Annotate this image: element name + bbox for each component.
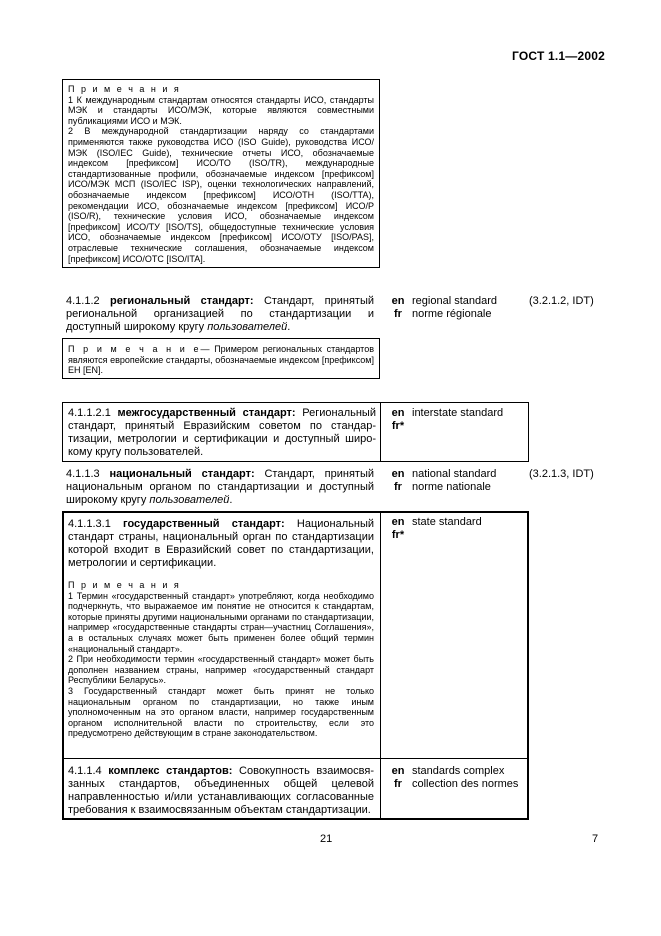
lang-code-en: en xyxy=(391,407,405,419)
term-number: 4.1.1.2 xyxy=(66,295,100,307)
document-header: ГОСТ 1.1—2002 xyxy=(512,49,605,63)
equivalent-en: interstate standard xyxy=(412,407,504,419)
notes-label: П р и м е ч а н и я xyxy=(68,84,181,94)
lang-code-en: en xyxy=(391,295,405,307)
notes-label: П р и м е ч а н и я xyxy=(68,580,181,590)
lang-code-fr: fr xyxy=(394,308,402,320)
term-name: региональный стандарт: xyxy=(110,295,254,307)
lang-code-en: en xyxy=(391,468,405,480)
term-number: 4.1.1.3.1 xyxy=(68,518,111,530)
equivalent-fr: collection des normes xyxy=(412,778,519,790)
term-name: комплекс стандартов: xyxy=(108,765,233,777)
term-definition: Стандарт, принятый национальным органом по стандартизации и доступный широкому кругу xyxy=(66,468,374,506)
term-number: 4.1.1.2.1 xyxy=(68,407,111,419)
term-entry-standards-complex xyxy=(68,765,374,817)
term-entry-regional xyxy=(66,295,374,334)
column-divider xyxy=(380,403,381,461)
equivalent-en: standards complex xyxy=(412,765,505,777)
term-definition: Региональный стандарт, принятый Евразийским советом по стандартизации, метрологии и сертификации и доступный широкому кругу пользователей. xyxy=(68,407,376,458)
equivalent-en: national standard xyxy=(412,468,497,480)
term-definition: Стандарт, принятый региональной организацией по стандартизации и доступный широкому кругу xyxy=(66,295,375,333)
note-item-2: 2 В международной стандартизации наряду со стандартами применяются также руководства ИСО (ISO Guide), руководства ИСО/МЭК (ISO/IEC Guide), технические отчеты ИСО, обозначаемые индексом [префиксом] ИСО/ТО (ISO/TR), международные стандартизованные профили, обозначаемые индексом [префиксом] ИСО/МЭК МСП (ISO/IEC ISP), оценки технологических направлений, обозначаемые индексом [префиксом] ИСО/ОТН (ISO/TTA), рекомендации ИСО, обозначаемые индексом [префиксом] ИСО/Р (ISO/R), технические условия ИСО, обозначаемые индексом [префиксом] ИСО/ТУ [ISO/TS], общедоступные технические условия ИСО, обозначаемые индексом [префиксом] ИСО/ОТУ [ISO/PAS], отраслевые технические соглашения, обозначаемые индексом [префиксом] ИСО/ОТС [ISO/ITA]. xyxy=(68,126,374,264)
note-item-1: 1 Термин «государственный стандарт» употребляют, когда необходимо подчеркнуть, что выражаемое им понятие не относится к стандартам, которые приняты другими национальными органами по стандартизации, например «государственные стандарты стран—участниц Соглашения», а в остальных случаях может быть применен более общий термин «национальный стандарт». xyxy=(68,590,374,654)
column-divider xyxy=(380,758,381,818)
note-label: П р и м е ч а н и е xyxy=(68,344,201,354)
lang-code-en: en xyxy=(391,765,405,777)
term-name: межгосударственный стандарт: xyxy=(117,407,296,419)
lang-code-en: en xyxy=(391,516,405,528)
term-entry-state xyxy=(68,518,374,570)
source-reference: (3.2.1.3, IDT) xyxy=(529,468,594,480)
term-definition-italic: пользователей xyxy=(207,321,288,333)
term-name: государственный стандарт: xyxy=(123,518,285,530)
lang-code-fr: fr* xyxy=(391,420,405,432)
term-definition: Совокупность взаимосвязанных стандартов, объединенных общей целевой направленностью и/или устанавливающих согласованные требования к взаимосвязанным объектам стандартизации. xyxy=(68,765,374,816)
note-item-2: 2 При необходимости термин «государственный стандарт» может быть дополнен названием страны, например «государственный стандарт Республики Беларусь». xyxy=(68,654,374,686)
notes-box-international xyxy=(62,79,380,268)
source-reference: (3.2.1.2, IDT) xyxy=(529,295,594,307)
lang-code-fr: fr xyxy=(394,481,402,493)
term-definition: Национальный стандарт страны, национальный орган по стандартизации которой входит в Евразийский совет по стандартизации, метрологии и сертификации. xyxy=(68,518,374,569)
column-divider xyxy=(380,513,381,758)
row-divider xyxy=(64,758,527,759)
state-standard-notes xyxy=(68,580,374,739)
term-definition-end: . xyxy=(287,321,291,333)
term-definition-italic: пользователей xyxy=(149,494,230,506)
term-entry-national xyxy=(66,468,374,507)
term-number: 4.1.1.4 xyxy=(68,765,102,777)
equivalent-en: regional standard xyxy=(412,295,498,307)
note-box-regional-example xyxy=(62,338,380,379)
lang-code-fr: fr* xyxy=(391,529,405,541)
note-item-1: 1 К международным стандартам относятся стандарты ИСО, стандарты МЭК и стандарты ИСО/МЭК, которые являются совместными публикациями ИСО и МЭК. xyxy=(68,94,374,126)
term-name: национальный стандарт: xyxy=(109,468,255,480)
page-number-center: 21 xyxy=(320,833,333,845)
note-item-3: 3 Государственный стандарт может быть принят не только национальным органом по стандартизации, но также иным уполномоченным на это органом власти, например государственным органом исполнительной власти по строительству, если это предусмотрено действующим в стране законодательством. xyxy=(68,685,374,739)
term-number: 4.1.1.3 xyxy=(66,468,100,480)
lang-code-fr: fr xyxy=(394,778,402,790)
equivalent-fr: norme régionale xyxy=(412,308,492,320)
equivalent-fr: norme nationale xyxy=(412,481,491,493)
equivalent-en: state standard xyxy=(412,516,482,528)
term-definition-end: . xyxy=(229,494,233,506)
page-number-right: 7 xyxy=(592,833,599,845)
note-text: — Примером региональных стандартов являются европейские стандарты, обозначаемые индексом [префиксом] ЕН [EN]. xyxy=(68,344,374,376)
